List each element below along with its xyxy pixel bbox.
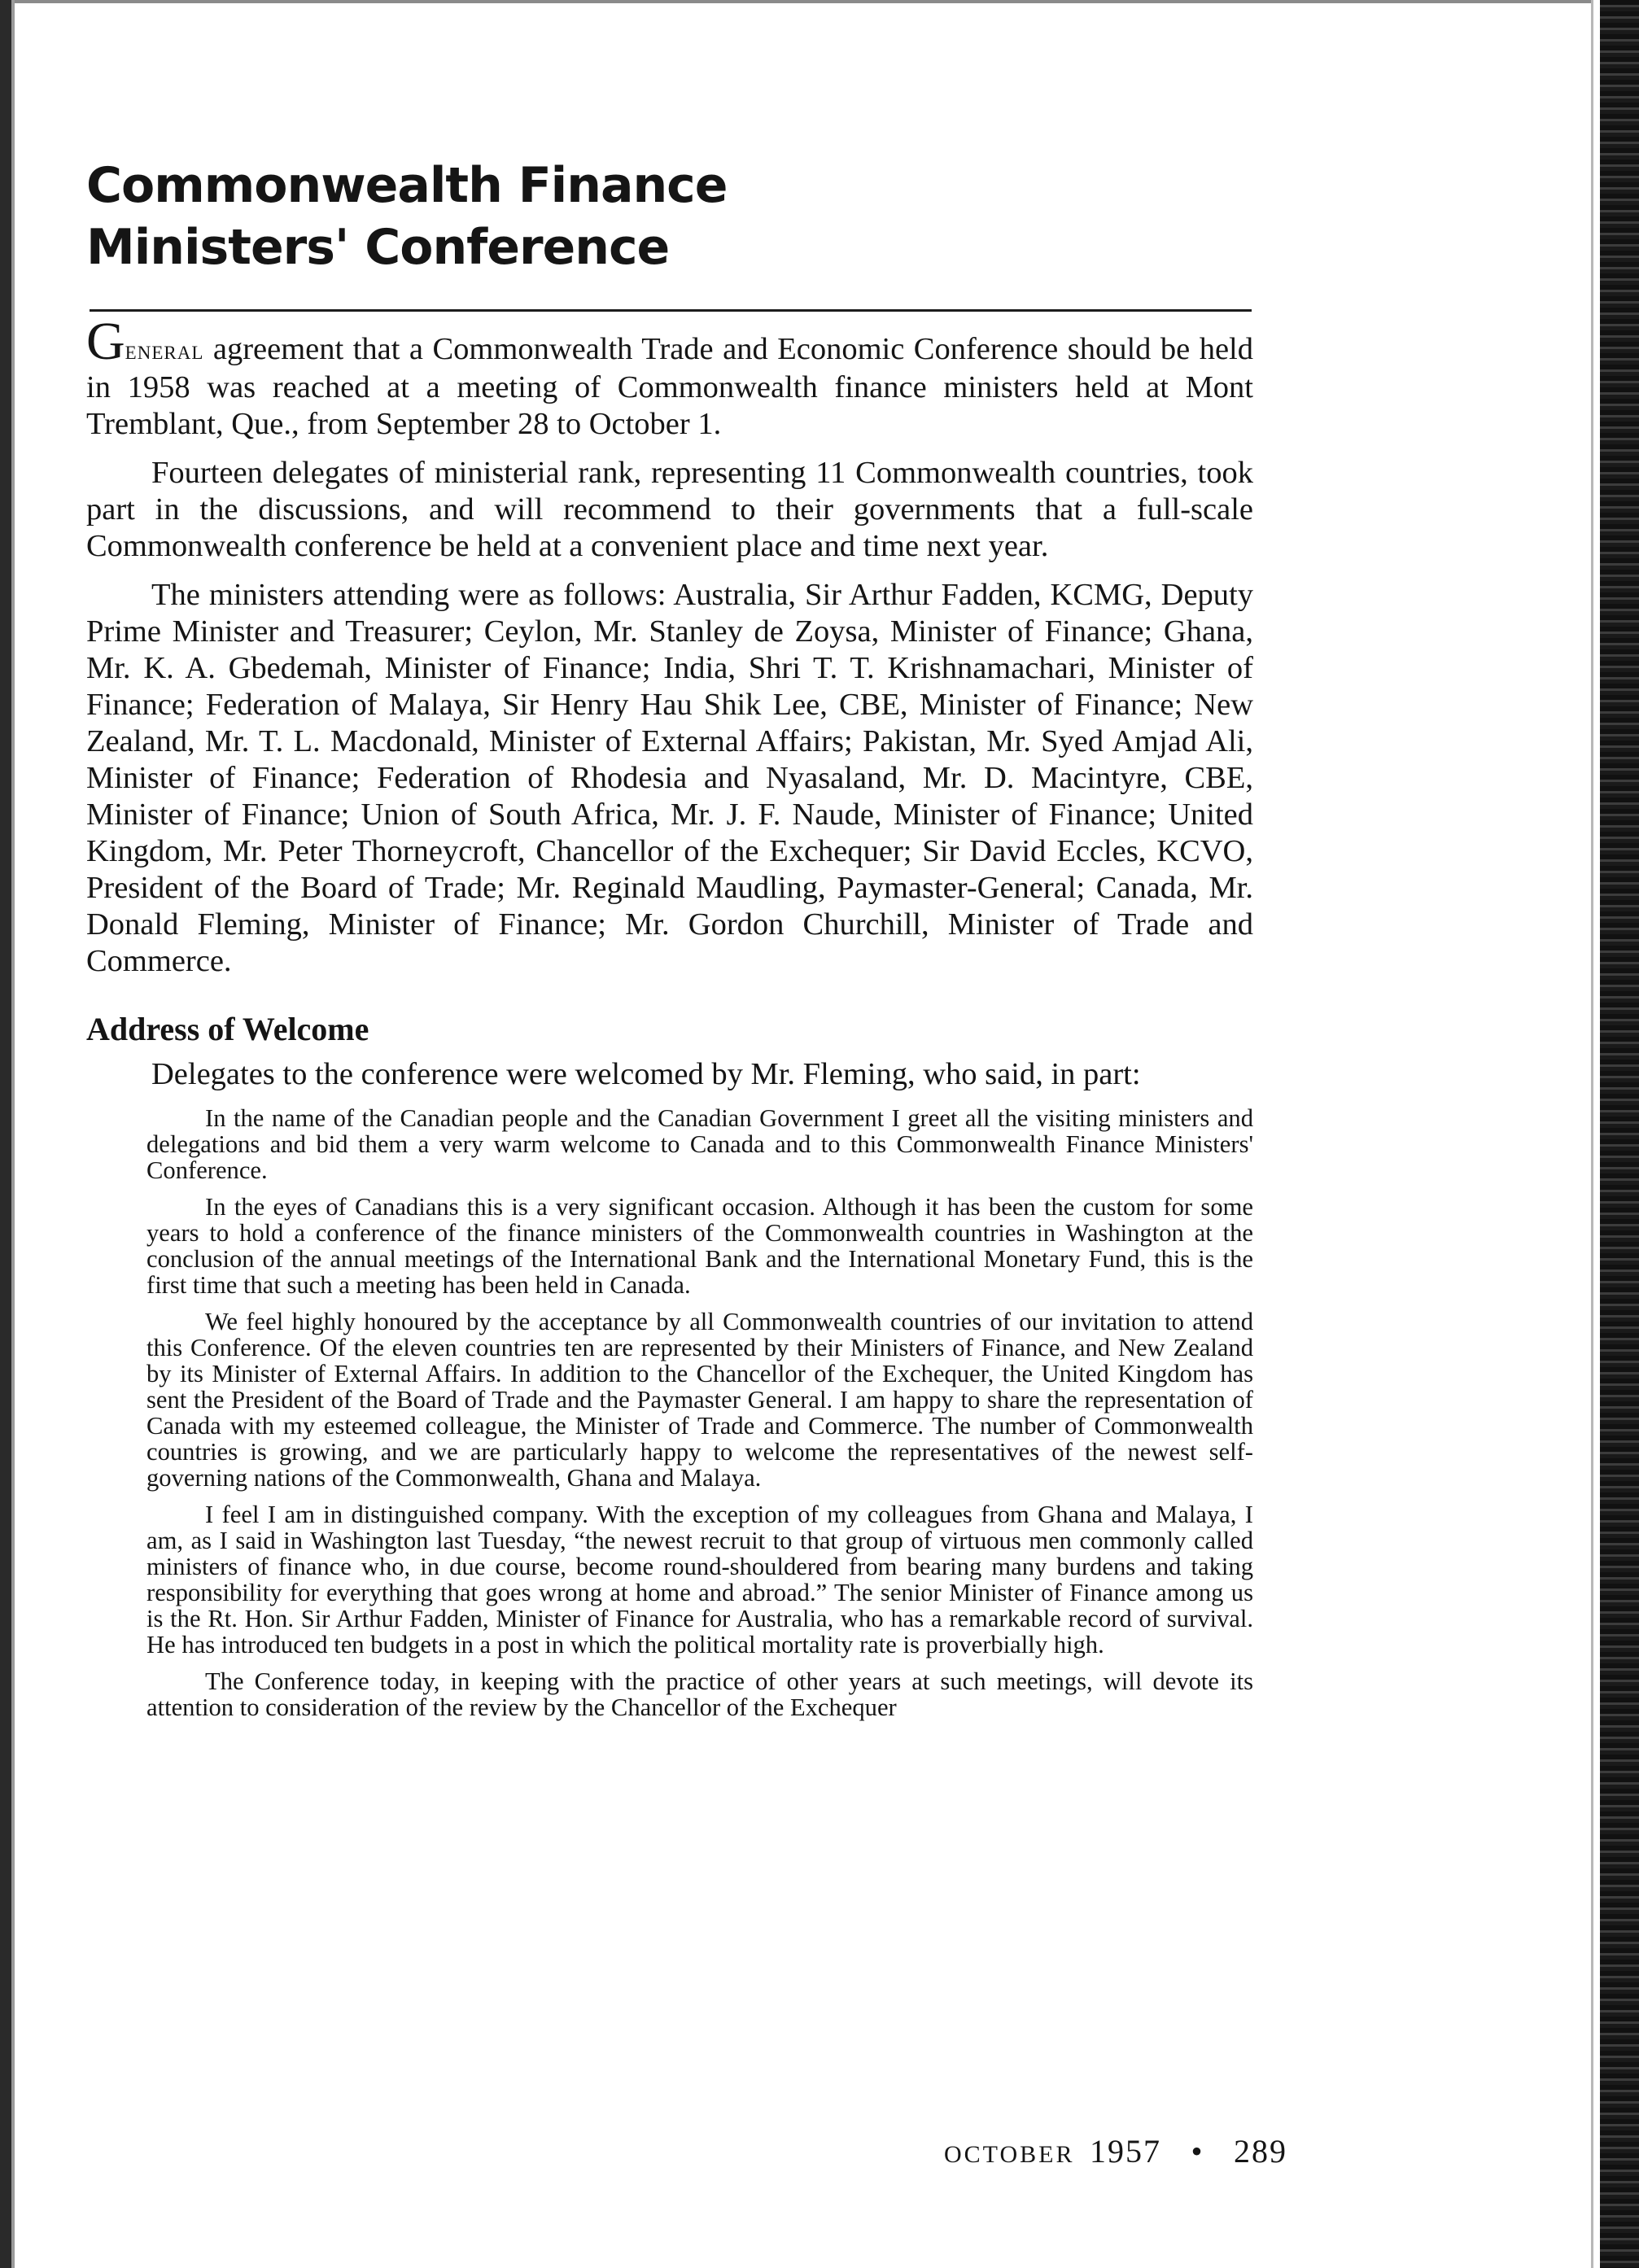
footer-separator: •: [1191, 2133, 1204, 2170]
quote-paragraph: In the name of the Canadian people and the Canadian Government I greet all the visiting ministers and delegations and bid them a very warm welcome to Canada and to this Commonwealth Finance Ministers' Conference.: [146, 1104, 1253, 1184]
paragraph-delegates: Fourteen delegates of ministerial rank, representing 11 Commonwealth countries, took part in the discussions, and will recommend to their governments that a full-scale Commonwealth conference be held at a convenient place and time next year.: [86, 456, 1253, 563]
intro-text: agreement that a Commonwealth Trade and Economic Conference should be held in 1958 was reached at a meeting of Commonwealth finance ministers held at Mont Tremblant, Que., from September 28 to October 1.: [86, 332, 1253, 441]
paragraph-ministers-list: The ministers attending were as follows: Australia, Sir Arthur Fadden, KCMG, Deputy Prime Minister and Treasurer; Ceylon, Mr. Stanley de Zoysa, Minister of Finance; Ghana, Mr. K. A. Gbedemah, Minister of Finance; India, Shri T. T. Krishnamachari, Minister of Finance; Federation of Malaya, Sir Henry Hau Shik Lee, CBE, Minister of Finance; New Zealand, Mr. T. L. Macdonald, Minister of External Affairs; Pakistan, Mr. Syed Amjad Ali, Minister of Finance; Federation of Rhodesia and Nyasaland, Mr. D. Macintyre, CBE, Minister of Finance; Union of South Africa, Mr. J. F. Naude, Minister of Finance; United Kingdom, Mr. Peter Thorneycroft, Chancellor of the Exchequer; Sir David Eccles, KCVO, President of the Board of Trade; Mr. Reginald Maudling, Paymaster-General; Canada, Mr. Donald Fleming, Minister of Finance; Mr. Gordon Churchill, Minister of Trade and Commerce.: [86, 578, 1253, 978]
quote-paragraph: We feel highly honoured by the acceptance by all Commonwealth countries of our invitation to attend this Conference. Of the eleven countries ten are represented by their Ministers of Finance, and New Zealand by its Minister of External Affairs. In addition to the Chancellor of the Exchequer, the United Kingdom has sent the President of the Board of Trade and the Paymaster General. I am happy to share the representation of Canada with my esteemed colleague, the Minister of Trade and Commerce. The number of Commonwealth countries is growing, and we are particularly happy to welcome the representatives of the newest self-governing nations of the Commonwealth, Ghana and Malaya.: [146, 1308, 1253, 1492]
article-title: [86, 155, 981, 278]
intro-paragraph: [86, 312, 1253, 443]
article-body: [86, 312, 1253, 1731]
scan-edge-right: [1600, 0, 1639, 2268]
block-quote: [146, 1105, 1253, 1720]
intro-smallcaps: eneral: [125, 336, 204, 365]
quote-paragraph: In the eyes of Canadians this is a very significant occasion. Although it has been the custom for some years to hold a conference of the finance ministers of the Commonwealth countries in Washington at the conclusion of the annual meetings of the International Bank and the International Monetary Fund, this is the first time that such a meeting has been held in Canada.: [146, 1193, 1253, 1299]
page-footer: [944, 2132, 1287, 2170]
article-title-line-2: Ministers' Conference: [86, 219, 670, 276]
drop-cap: G: [86, 312, 125, 371]
paragraph-welcome: Delegates to the conference were welcomed by Mr. Fleming, who said, in part:: [151, 1057, 1141, 1091]
quote-paragraph: The Conference today, in keeping with the practice of other years at such meetings, will devote its attention to consideration of the review by the Chancellor of the Exchequer: [146, 1667, 1253, 1721]
article-title-line-1: Commonwealth Finance: [86, 157, 728, 214]
scan-edge-top: [15, 0, 1591, 3]
section-heading: Address of Welcome: [86, 1011, 369, 1047]
page-number: 289: [1233, 2133, 1287, 2170]
scan-edge-left-inner: [11, 0, 15, 2268]
scan-edge-left: [0, 0, 11, 2268]
quote-paragraph: I feel I am in distinguished company. With the exception of my colleagues from Ghana and Malaya, I am, as I said in Washington last Tuesday, “the newest recruit to that group of virtuous men commonly called ministers of finance who, in due course, become round-shouldered from bearing many burdens and taking responsibility for everything that goes wrong at home and abroad.” The senior Minister of Finance among us is the Rt. Hon. Sir Arthur Fadden, Minister of Finance for Australia, who has a remarkable record of survival. He has introduced ten budgets in a post in which the political mortality rate is proverbially high.: [146, 1501, 1253, 1658]
footer-year: 1957: [1089, 2133, 1161, 2170]
footer-month: OCTOBER: [944, 2141, 1075, 2168]
title-rule: [90, 309, 1252, 312]
scan-edge-right-line: [1591, 0, 1593, 2268]
